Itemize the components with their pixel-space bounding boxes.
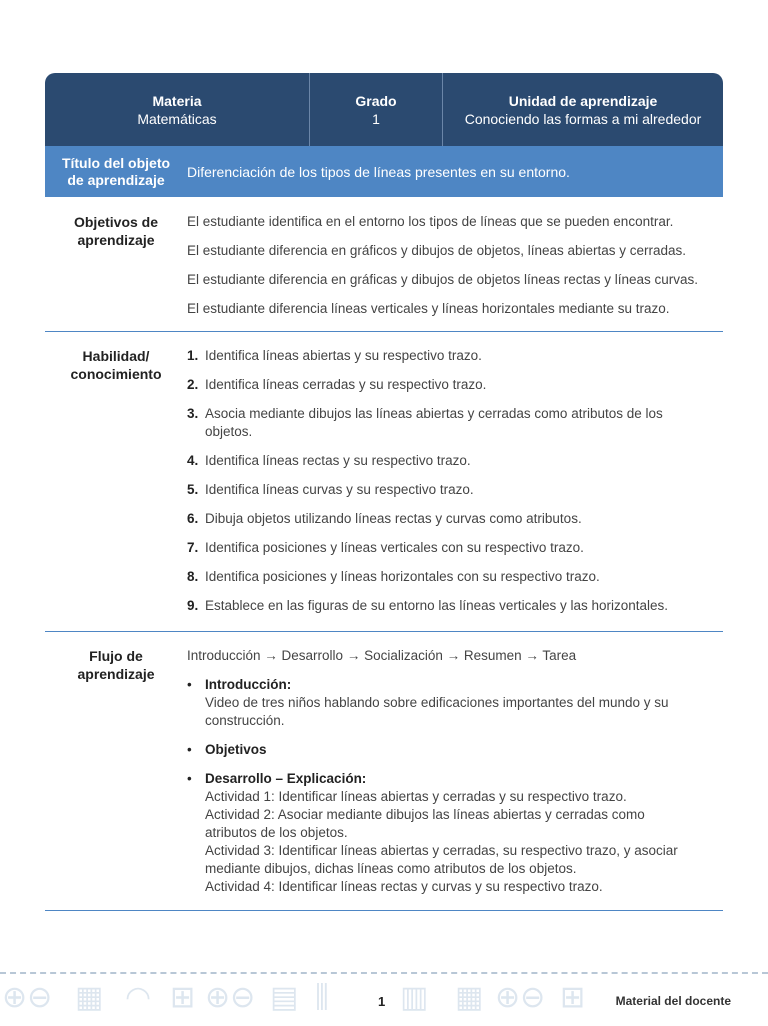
habilidad-section [45,332,723,632]
desarrollo-bullet [187,770,723,896]
unidad-cell [443,73,723,146]
titulo-label-line2: de aprendizaje [67,171,165,188]
skill-text: Dibuja objetos utilizando líneas rectas y curvas como atributos. [205,511,582,526]
bullet-dot: • [187,677,192,692]
habilidad-list [187,332,723,631]
objetivos-bullet [187,741,723,759]
objetivos-list [187,197,723,331]
skill-text: Identifica líneas rectas y su respectivo trazo. [205,453,471,468]
actividad-item: Actividad 3: Identificar líneas abiertas y cerradas, su respectivo trazo, y asociar mediante dibujos, dichas líneas como atributos de los objetos. [205,843,678,876]
skill-number: 6. [187,511,199,526]
skill-item [187,452,723,470]
grado-title: Grado [355,92,397,109]
materia-cell [45,73,310,146]
actividad-item: Actividad 1: Identificar líneas abiertas y cerradas y su respectivo trazo. [205,789,627,804]
titulo-row [45,146,723,197]
ruler-icon: ▥ [400,980,429,1015]
flujo-label-line2: aprendizaje [77,666,155,682]
skill-item [187,539,723,557]
skill-number: 2. [187,377,199,392]
objetivos-label [45,197,187,331]
desarrollo-title: Desarrollo – Explicación: [205,771,367,786]
skill-number: 4. [187,453,199,468]
objetivos-label-line1: Objetivos de [73,214,159,230]
math-symbols-icon: ⊕⊖ [2,980,53,1015]
table-header [45,73,723,146]
abacus-icon: ⫼ [315,980,329,1015]
page-footer [0,972,768,1026]
titulo-label-line1: Título del objeto [61,154,171,171]
skill-number: 9. [187,598,199,613]
skill-text: Identifica líneas abiertas y su respectivo trazo. [205,348,482,363]
skill-item [187,405,723,441]
bullet-dot: • [187,742,192,757]
skill-item [187,347,723,365]
math-symbols-icon: ⊕⊖ [495,980,546,1015]
skill-number: 7. [187,540,199,555]
skill-item [187,481,723,499]
skill-item [187,510,723,528]
objetivo-item: El estudiante diferencia líneas verticales y líneas horizontales mediante su trazo. [187,301,670,316]
skill-item [187,568,723,586]
skill-number: 3. [187,406,199,421]
skill-text: Identifica posiciones y líneas horizontales con su respectivo trazo. [205,569,600,584]
abacus-icon: ⊞ [560,980,586,1015]
objetivos-bullet-title: Objetivos [205,742,267,757]
lesson-table [45,73,723,911]
unidad-title: Unidad de aprendizaje [508,92,658,109]
habilidad-label-line1: Habilidad/ [82,348,150,364]
skill-text: Identifica posiciones y líneas verticales con su respectivo trazo. [205,540,584,555]
calculator-icon: ▤ [270,980,299,1015]
flujo-section [45,632,723,911]
page-number: 1 [378,994,386,1009]
abacus-icon: ⊞ [170,980,196,1015]
skill-text: Asocia mediante dibujos las líneas abiertas y cerradas como atributos de los objetos. [205,406,663,439]
materia-title: Materia [152,92,202,109]
skill-item [187,597,723,615]
skill-number: 1. [187,348,199,363]
intro-bullet [187,676,723,730]
skill-text: Identifica líneas curvas y su respectivo trazo. [205,482,474,497]
calculator-icon: ▦ [455,980,484,1015]
skill-number: 8. [187,569,199,584]
flujo-body [187,632,723,910]
objetivo-item: El estudiante identifica en el entorno los tipos de líneas que se pueden encontrar. [187,214,674,229]
flow-sequence: Introducción → Desarrollo → Socialización → Resumen → Tarea [187,648,577,663]
math-symbols-icon: ⊕⊖ [205,980,256,1015]
objetivo-item: El estudiante diferencia en gráficos y dibujos de objetos, líneas abiertas y cerradas. [187,243,687,258]
unidad-value: Conociendo las formas a mi alrededor [464,110,702,127]
actividad-item: Actividad 2: Asociar mediante dibujos las líneas abiertas y cerradas como atributos de los objetos. [205,807,645,840]
habilidad-label [45,332,187,631]
skill-text: Identifica líneas cerradas y su respectivo trazo. [205,377,487,392]
intro-title: Introducción: [205,677,292,692]
calculator-icon: ▦ [75,980,104,1015]
objetivos-section [45,197,723,332]
actividad-item: Actividad 4: Identificar líneas rectas y curvas y su respectivo trazo. [205,879,603,894]
footer-label: Material del docente [615,994,731,1008]
flujo-label [45,632,187,910]
bullet-dot: • [187,771,192,786]
materia-value: Matemáticas [137,110,217,127]
grado-cell [310,73,443,146]
habilidad-label-line2: conocimiento [70,366,162,382]
objetivo-item: El estudiante diferencia en gráficas y dibujos de objetos líneas rectas y líneas curvas. [187,272,699,287]
protractor-icon: ◠ [125,980,152,1015]
intro-text: Video de tres niños hablando sobre edificaciones importantes del mundo y su construcción. [205,695,669,728]
objetivos-label-line2: aprendizaje [77,232,155,248]
titulo-value: Diferenciación de los tipos de líneas presentes en su entorno. [187,163,570,180]
flujo-label-line1: Flujo de [89,648,143,664]
skill-text: Establece en las figuras de su entorno las líneas verticales y las horizontales. [205,598,669,613]
skill-number: 5. [187,482,199,497]
grado-value: 1 [372,110,380,127]
titulo-label [45,155,187,189]
skill-item [187,376,723,394]
